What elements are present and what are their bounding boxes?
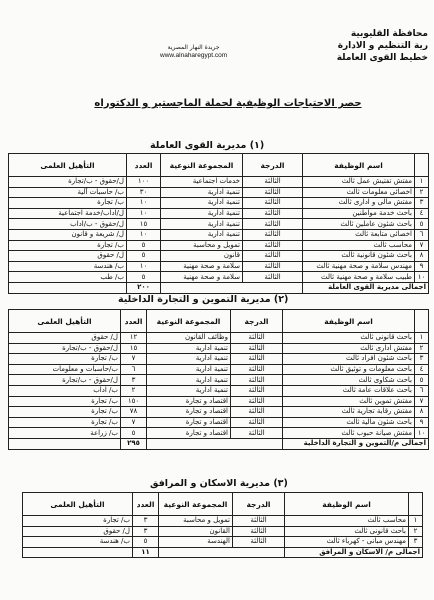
job-title: باحث شئون افراد ثالث <box>283 354 415 365</box>
job-count: ٢ <box>121 385 147 396</box>
job-grade: الثالثة <box>231 428 283 439</box>
table-header-row <box>23 493 423 516</box>
table-header-row <box>9 154 429 177</box>
job-qualification: ب/حاسبات و معلومات <box>9 364 121 375</box>
table-row <box>9 208 429 219</box>
job-group: سلامة و صحة مهنية <box>161 272 243 283</box>
table-row <box>9 407 429 418</box>
row-number: ٣ <box>415 198 429 209</box>
table-row <box>9 333 429 344</box>
col-count-header: العدد <box>133 493 159 516</box>
job-group: اقتصاد و تجارة <box>147 407 231 418</box>
job-qualification: ل/حقوق - ب/تجارة <box>9 375 121 386</box>
table-row <box>9 219 429 230</box>
row-number: ٥ <box>415 219 429 230</box>
table-row <box>9 428 429 439</box>
table-row <box>9 385 429 396</box>
col-grade-header: الدرجة <box>231 310 283 333</box>
job-qualification: ل/حقوق - ب/اداب <box>9 219 127 230</box>
table-row <box>23 537 423 548</box>
col-group-header: المجموعة النوعية <box>159 493 233 516</box>
job-title: مهندس مبانى - كهرباء ثالث <box>285 537 409 548</box>
col-grade-header: الدرجة <box>243 154 303 177</box>
row-number: ٦ <box>415 229 429 240</box>
job-title: باحث معلومات و توثيق ثالث <box>283 364 415 375</box>
job-group: تنمية ادارية <box>161 187 243 198</box>
job-qualification: ب/ هندسة <box>23 537 133 548</box>
job-grade: الثالثة <box>243 198 303 209</box>
job-qualification: ل/ حقوق <box>23 526 133 537</box>
table-row <box>9 187 429 198</box>
job-grade: الثالثة <box>231 407 283 418</box>
total-row <box>23 547 423 558</box>
job-grade: الثالثة <box>231 396 283 407</box>
row-number: ١٠ <box>415 428 429 439</box>
job-grade: الثالثة <box>243 229 303 240</box>
job-title: باحث خدمة مواطنين <box>303 208 415 219</box>
job-grade: الثالثة <box>243 261 303 272</box>
job-title: باحث شكاوى ثالث <box>283 375 415 386</box>
job-qualification: ب/ حاسبات آلية <box>9 187 127 198</box>
col-name-header: اسم الوظيفة <box>285 493 409 516</box>
job-grade: الثالثة <box>243 272 303 283</box>
job-qualification: ب/ تجارة <box>23 516 133 527</box>
table-row <box>9 229 429 240</box>
job-title: محاسب ثالث <box>285 516 409 527</box>
job-qualification: ل/ شريعة و قانون <box>9 229 127 240</box>
job-grade: الثالثة <box>233 537 285 548</box>
job-title: مفتش رقابة تجارية ثالث <box>283 407 415 418</box>
table-row <box>23 516 423 527</box>
total-row <box>9 282 429 293</box>
row-number: ٨ <box>415 407 429 418</box>
job-grade: الثالثة <box>243 177 303 188</box>
job-count: ٦ <box>121 364 147 375</box>
job-group: خدمات اجتماعية <box>161 177 243 188</box>
job-grade: الثالثة <box>231 364 283 375</box>
section-table <box>22 492 423 558</box>
job-qualification: ب/ تجارة <box>9 240 127 251</box>
job-group: تنمية ادارية <box>147 354 231 365</box>
job-group: تنمية ادارية <box>161 208 243 219</box>
job-title: مهندس سلامة و صحة مهنية ثالث <box>303 261 415 272</box>
document-title: حصر الاحتياجات الوظيفية لحملة الماجستير و الدكتوراه <box>94 98 362 109</box>
job-group: اقتصاد و تجارة <box>147 396 231 407</box>
section-title: (١) مديرية القوى العاملة <box>150 140 265 151</box>
job-count: ٥ <box>133 537 159 548</box>
job-grade: الثالثة <box>243 240 303 251</box>
job-title: باحث شئون مالية ثالث <box>283 417 415 428</box>
total-label: اجمالى مديرية القوى العاملة <box>303 282 429 293</box>
job-group: تنمية ادارية <box>161 198 243 209</box>
job-title: اخصائى متابعة ثالث <box>303 229 415 240</box>
job-count: ٣ <box>121 375 147 386</box>
row-number: ١٠ <box>415 272 429 283</box>
row-number: ٢ <box>415 187 429 198</box>
job-group: تنمية ادارية <box>147 375 231 386</box>
job-grade: الثالثة <box>233 516 285 527</box>
col-qual-header: التأهيل العلمى <box>9 310 121 333</box>
row-number: ٤ <box>415 208 429 219</box>
table-row <box>9 354 429 365</box>
job-count: ١٠ <box>127 198 161 209</box>
job-qualification: ل/ حقوق <box>9 251 127 262</box>
job-title: مفتش صيانة حبوب ثالث <box>283 428 415 439</box>
job-grade: الثالثة <box>231 333 283 344</box>
job-count: ٧٨ <box>121 407 147 418</box>
row-number: ٢ <box>409 526 423 537</box>
col-group-header: المجموعة النوعية <box>147 310 231 333</box>
job-count: ٧ <box>121 417 147 428</box>
job-count: ١٢ <box>121 333 147 344</box>
table-row <box>9 251 429 262</box>
job-count: ٧ <box>121 354 147 365</box>
job-count: ١٥ <box>121 343 147 354</box>
total-row <box>9 438 429 449</box>
job-qualification: ب/ اداب <box>9 385 121 396</box>
job-grade: الثالثة <box>243 208 303 219</box>
job-qualification: ل/حقوق - ب/تجارة <box>9 343 121 354</box>
job-title: مفتش مالى و ادارى ثالث <box>303 198 415 209</box>
newspaper-name: جريدة النهار المصرية <box>167 44 220 51</box>
row-number: ٦ <box>415 385 429 396</box>
total-label: اجمالى م/التموين و التجارة الداخلية <box>283 438 429 449</box>
table-header-row <box>9 310 429 333</box>
job-count: ٥ <box>121 428 147 439</box>
job-count: ٥ <box>127 240 161 251</box>
row-number: ٧ <box>415 240 429 251</box>
job-qualification: ب/ تجارة <box>9 354 121 365</box>
job-count: ٣٠ <box>127 187 161 198</box>
col-name-header: اسم الوظيفة <box>303 154 415 177</box>
job-count: ٣ <box>133 526 159 537</box>
job-qualification: ب/ هندسة <box>9 261 127 272</box>
table-row <box>9 261 429 272</box>
section-title: (٢) مديرية التموين و التجارة الداخلية <box>118 294 289 305</box>
job-grade: الثالثة <box>243 251 303 262</box>
job-group: سلامة و صحة مهنية <box>161 261 243 272</box>
job-group: تنمية ادارية <box>161 229 243 240</box>
table-row <box>9 198 429 209</box>
job-title: مفتش ادارى ثالث <box>283 343 415 354</box>
col-count-header: العدد <box>127 154 161 177</box>
header-line-1: محافظة القليوبية <box>350 29 428 39</box>
job-qualification: ب/ طب <box>9 272 127 283</box>
job-count: ١٥ <box>127 219 161 230</box>
job-group: تمويل و محاسبة <box>159 516 233 527</box>
job-group: تنمية ادارية <box>147 364 231 375</box>
row-number: ٢ <box>415 343 429 354</box>
header-line-3: خطيط القوى العاملة <box>336 53 428 63</box>
job-title: طبيب سلامة و صحة مهنية ثالث <box>303 272 415 283</box>
job-qualification: ب/ زراعة <box>9 428 121 439</box>
row-number: ٤ <box>415 364 429 375</box>
job-group: اقتصاد و تجارة <box>147 417 231 428</box>
job-title: مفتش تموين ثالث <box>283 396 415 407</box>
job-count: ٥ <box>127 251 161 262</box>
table-row <box>9 240 429 251</box>
row-number: ١ <box>415 333 429 344</box>
job-count: ١٠ <box>127 261 161 272</box>
row-number: ٣ <box>415 354 429 365</box>
job-group: الهندسة <box>159 537 233 548</box>
total-label: اجمالى م/ الاسكان و المرافق <box>285 547 423 558</box>
total-count: ٢٩٥ <box>121 438 147 449</box>
job-count: ١٠ <box>127 208 161 219</box>
job-count: ٣ <box>133 516 159 527</box>
job-group: وظائف القانون <box>147 333 231 344</box>
job-group: اقتصاد و تجارة <box>147 428 231 439</box>
total-count: ٢٠٠ <box>127 282 161 293</box>
job-group: القانون <box>159 526 233 537</box>
job-title: باحث شئون قانونية ثالث <box>303 251 415 262</box>
governorate-header <box>337 28 428 64</box>
job-count: ١٠ <box>127 229 161 240</box>
row-number: ٩ <box>415 261 429 272</box>
section-table <box>8 153 429 294</box>
job-grade: الثالثة <box>231 343 283 354</box>
table-row <box>9 375 429 386</box>
header-line-2: رية التنظيم و الادارة <box>337 41 428 51</box>
job-title: باحث شئون عاملين ثالث <box>303 219 415 230</box>
job-group: تنمية ادارية <box>147 385 231 396</box>
row-number: ٩ <box>415 417 429 428</box>
table-row <box>9 177 429 188</box>
job-grade: الثالثة <box>233 526 285 537</box>
job-count: ١٠٠ <box>127 177 161 188</box>
job-grade: الثالثة <box>231 417 283 428</box>
job-count: ٥ <box>127 272 161 283</box>
table-row <box>9 417 429 428</box>
job-qualification: ل/حقوق - ب/تجارة <box>9 177 127 188</box>
col-qual-header: التأهيل العلمى <box>9 154 127 177</box>
job-grade: الثالثة <box>231 385 283 396</box>
job-grade: الثالثة <box>231 354 283 365</box>
section-table <box>8 309 429 450</box>
job-qualification: ب/ تجارة <box>9 417 121 428</box>
job-qualification: ل/اداب/خدمة اجتماعية <box>9 208 127 219</box>
job-count: ١٥٠ <box>121 396 147 407</box>
job-grade: الثالثة <box>243 187 303 198</box>
row-number: ٥ <box>415 375 429 386</box>
job-title: باحث قانونى ثالث <box>283 333 415 344</box>
job-grade: الثالثة <box>231 375 283 386</box>
row-number: ١ <box>415 177 429 188</box>
job-title: باحث قانونى ثالث <box>285 526 409 537</box>
job-title: محاسب ثالث <box>303 240 415 251</box>
row-number: ٣ <box>409 537 423 548</box>
table-row <box>9 272 429 283</box>
table-row <box>9 396 429 407</box>
newspaper-url: www.alnaharegypt.com <box>160 52 228 59</box>
col-name-header: اسم الوظيفة <box>283 310 415 333</box>
job-qualification: ب/ تجارة <box>9 396 121 407</box>
col-qual-header: التأهيل العلمى <box>23 493 133 516</box>
job-title: مفتش تفتيش عمل ثالث <box>303 177 415 188</box>
job-grade: الثالثة <box>243 219 303 230</box>
job-group: تنمية ادارية <box>147 343 231 354</box>
row-number: ٨ <box>415 251 429 262</box>
job-group: قانون <box>161 251 243 262</box>
section-title: (٣) مديرية الاسكان و المرافق <box>150 478 288 489</box>
col-count-header: العدد <box>121 310 147 333</box>
row-number: ٧ <box>415 396 429 407</box>
job-group: تمويل و محاسبة <box>161 240 243 251</box>
job-qualification: ل/ حقوق <box>9 333 121 344</box>
newspaper-watermark <box>160 44 227 60</box>
col-grade-header: الدرجة <box>233 493 285 516</box>
job-group: تنمية ادارية <box>161 219 243 230</box>
job-qualification: ب/ تجارة <box>9 407 121 418</box>
table-row <box>9 343 429 354</box>
job-title: باحث علاقات عامة ثالث <box>283 385 415 396</box>
job-qualification: ب/ تجارة <box>9 198 127 209</box>
job-title: اخصائى معلومات ثالث <box>303 187 415 198</box>
col-group-header: المجموعة النوعية <box>161 154 243 177</box>
table-row <box>23 526 423 537</box>
row-number: ١ <box>409 516 423 527</box>
total-count: ١١ <box>133 547 159 558</box>
table-row <box>9 364 429 375</box>
